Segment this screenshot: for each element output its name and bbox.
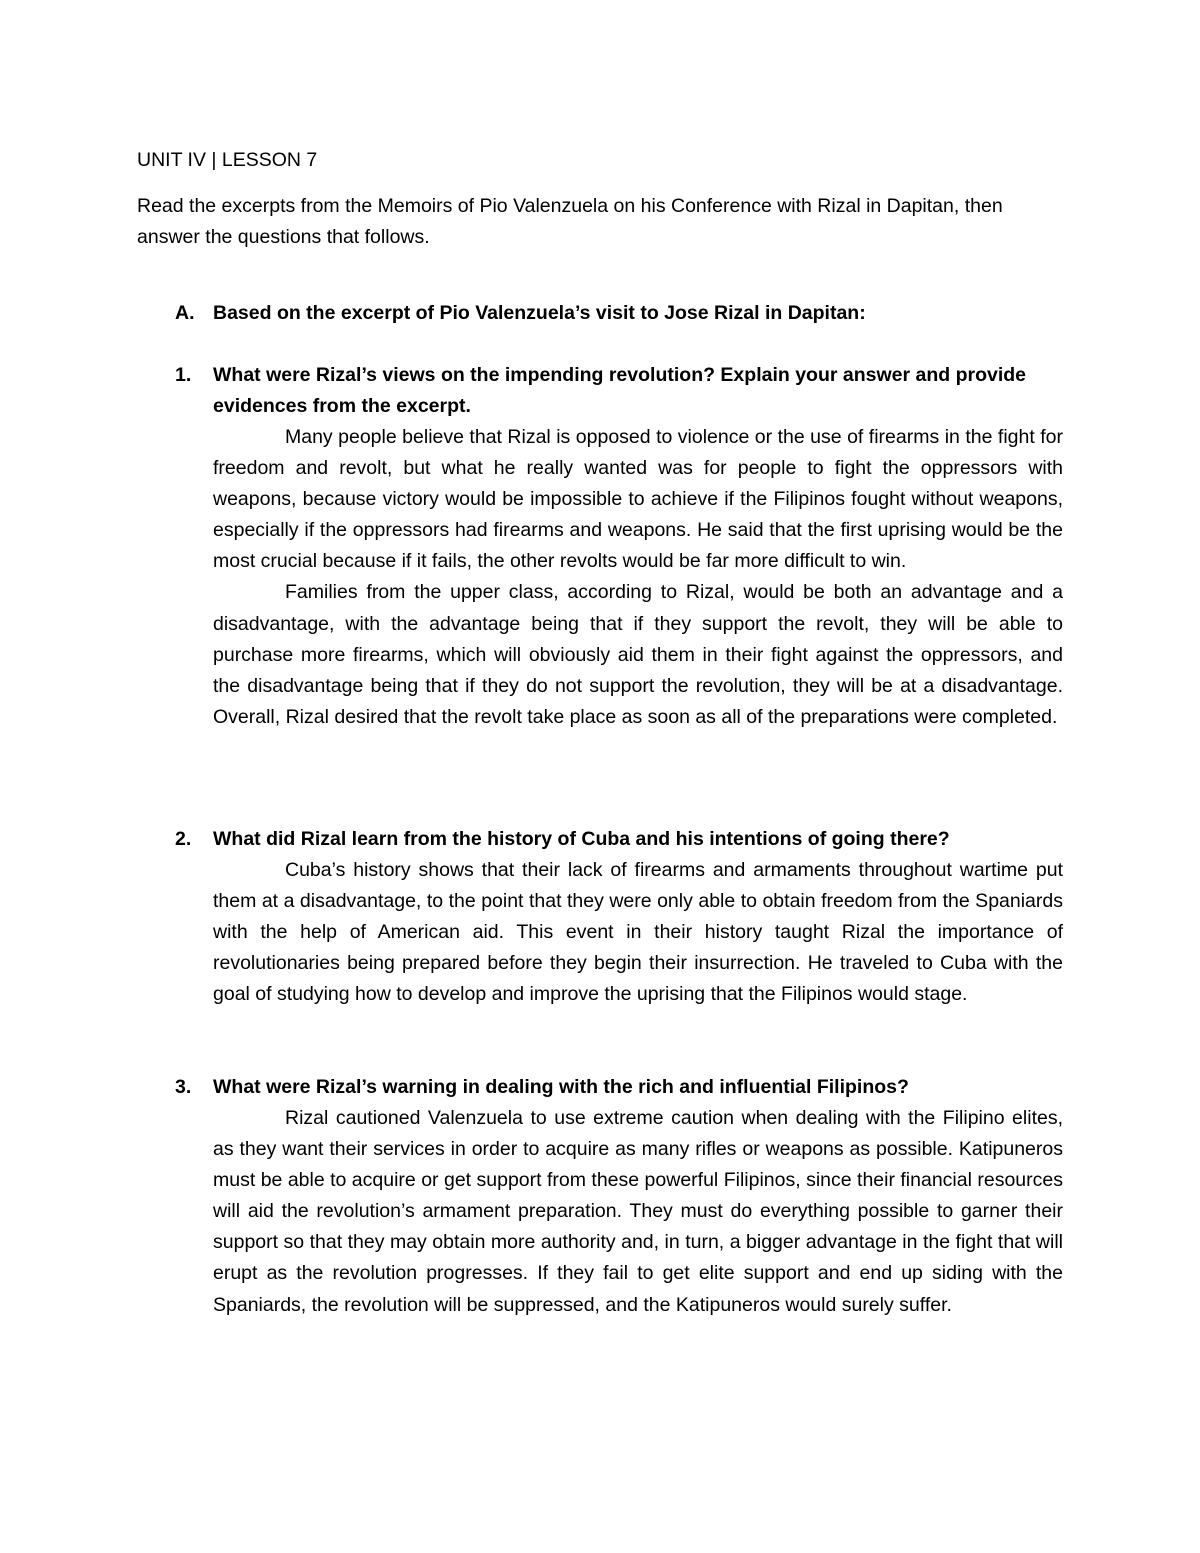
question-number: 2. [175,828,192,850]
answer-paragraph: Families from the upper class, according to Rizal, would be both an advantage and a disadvantage, with the advantage being that if they support the revolt, they will be able to purchase more firearms, which will obviously aid them in their fight against the oppressors, and the disadvantage being that if they do not support the revolution, they will be at a disadvantage. Overall, Rizal desired that the revolt take place as soon as all of the preparations were completed. [213,581,1063,728]
answer-body [213,422,1063,733]
question-block-3 [175,1072,1063,1321]
answer-body [213,855,1063,1010]
section-heading-text: Based on the excerpt of Pio Valenzuela’s visit to Jose Rizal in Dapitan: [213,302,866,324]
question-number: 3. [175,1076,192,1098]
answer-paragraph: Cuba’s history shows that their lack of firearms and armaments throughout wartime put them at a disadvantage, to the point that they were only able to obtain freedom from the Spaniards with the help of American aid. This event in their history taught Rizal the importance of revolutionaries being prepared before they begin their insurrection. He traveled to Cuba with the goal of studying how to develop and improve the uprising that the Filipinos would stage. [213,859,1063,1006]
question-text: What did Rizal learn from the history of Cuba and his intentions of going there? [213,828,950,850]
answer-body [213,1103,1063,1321]
section-heading [175,298,866,329]
question-block-1 [175,360,1063,733]
instructions-paragraph: Read the excerpts from the Memoirs of Pio Valenzuela on his Conference with Rizal in Dapitan, then answer the questions that follows. [137,195,1003,248]
question-heading [175,360,1063,422]
question-heading [175,824,1063,855]
question-heading [175,1072,1063,1103]
answer-paragraph: Rizal cautioned Valenzuela to use extreme caution when dealing with the Filipino elites, as they want their services in order to acquire as many rifles or weapons as possible. Katipuneros must be able to acquire or get support from these powerful Filipinos, since their financial resources will aid the revolution’s armament preparation. They must do everything possible to garner their support so that they may obtain more authority and, in turn, a bigger advantage in the fight that will erupt as the revolution progresses. If they fail to get elite support and end up siding with the Spaniards, the revolution will be suppressed, and the Katipuneros would surely suffer. [213,1107,1063,1316]
section-marker: A. [175,302,195,324]
question-text: What were Rizal’s views on the impending revolution? Explain your answer and provide evidences from the excerpt. [213,364,1027,417]
question-text: What were Rizal’s warning in dealing with the rich and influential Filipinos? [213,1076,909,1098]
answer-paragraph: Many people believe that Rizal is opposed to violence or the use of firearms in the fight for freedom and revolt, but what he really wanted was for people to fight the oppressors with weapons, because victory would be impossible to achieve if the Filipinos fought without weapons, especially if the oppressors had firearms and weapons. He said that the first uprising would be the most crucial because if it fails, the other revolts would be far more difficult to win. [213,426,1063,573]
unit-title: UNIT IV | LESSON 7 [137,149,318,171]
question-block-2 [175,824,1063,1010]
question-number: 1. [175,364,192,386]
